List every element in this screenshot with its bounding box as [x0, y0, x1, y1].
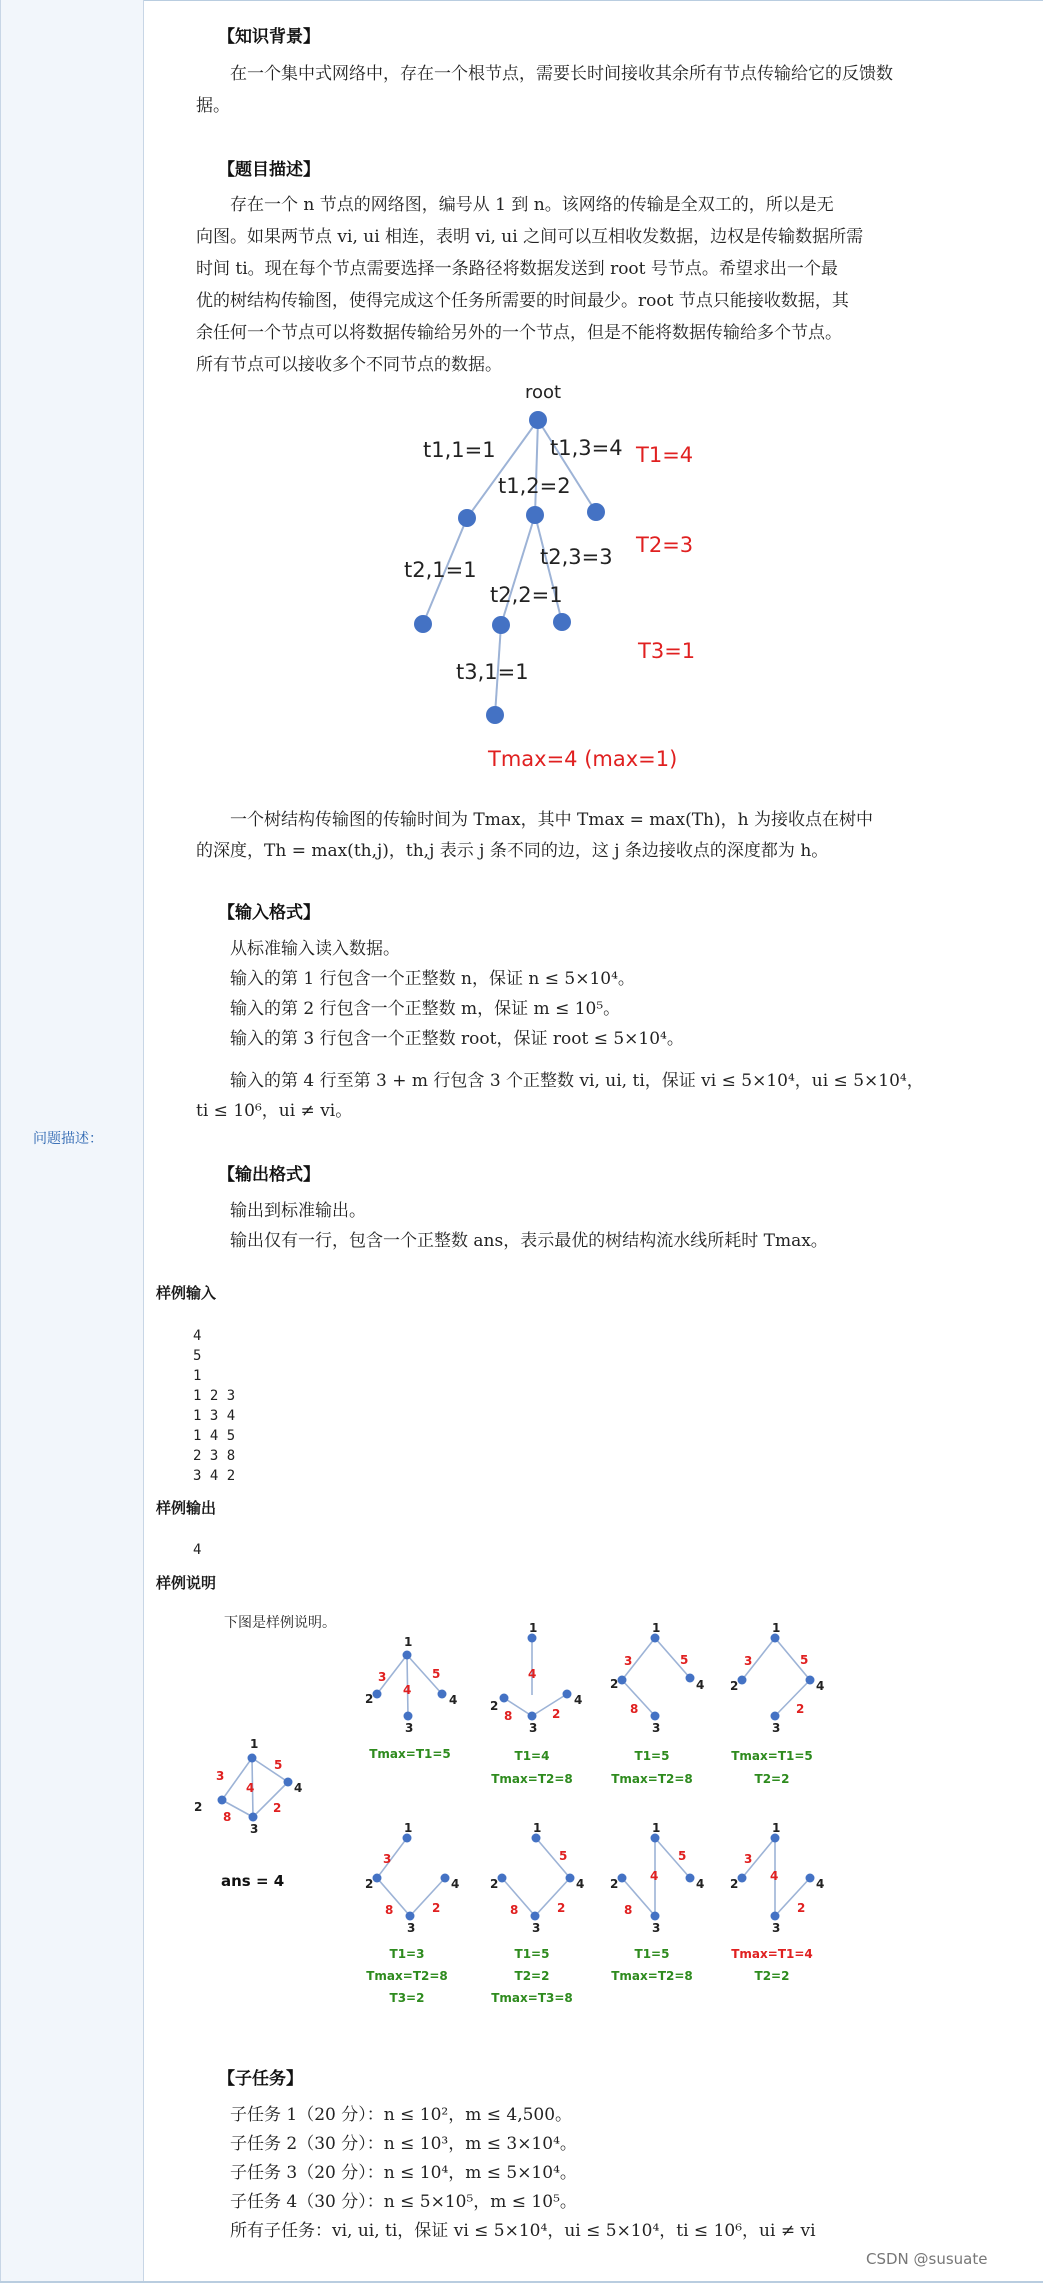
tree-caption: T3=2 — [389, 1991, 425, 2005]
svg-text:3: 3 — [652, 1721, 661, 1735]
sample-input-line: 2 3 8 — [193, 1448, 236, 1464]
node-label: 2 — [194, 1800, 203, 1814]
svg-text:3: 3 — [744, 1852, 753, 1866]
frame-bottom-border — [0, 2281, 1043, 2283]
edge-label: t2,2=1 — [490, 583, 563, 607]
tree-node — [553, 613, 571, 631]
svg-text:5: 5 — [432, 1667, 441, 1681]
svg-text:2: 2 — [557, 1901, 566, 1915]
sample-input-line: 1 4 5 — [193, 1428, 236, 1444]
svg-text:2: 2 — [552, 1707, 561, 1721]
tree-caption: T2=2 — [754, 1772, 790, 1786]
tree-node — [526, 506, 544, 524]
svg-text:3: 3 — [532, 1921, 541, 1935]
root-label: root — [525, 382, 562, 403]
svg-text:2: 2 — [365, 1877, 374, 1891]
svg-text:3: 3 — [744, 1654, 753, 1668]
subtask-line: 子任务 3（20 分）：n ≤ 10⁴，m ≤ 5×10⁴。 — [230, 2163, 577, 2183]
svg-text:3: 3 — [652, 1921, 661, 1935]
problem-line: 向图。如果两节点 vi, ui 相连，表明 vi, ui 之间可以互相收发数据，边权是传输数据所需 — [196, 227, 864, 247]
candidate-tree — [730, 1621, 824, 1786]
svg-text:4: 4 — [650, 1869, 659, 1883]
tree-caption: Tmax=T1=4 — [731, 1947, 813, 1961]
svg-text:1: 1 — [652, 1821, 661, 1835]
tree-caption: Tmax=T2=8 — [611, 1772, 693, 1786]
input-line: 输入的第 4 行至第 3 + m 行包含 3 个正整数 vi, ui, ti，保证 vi ≤ 5×10⁴，ui ≤ 5×10⁴， — [230, 1071, 924, 1091]
svg-text:8: 8 — [504, 1709, 513, 1723]
svg-text:4: 4 — [816, 1679, 825, 1693]
tree-node — [486, 706, 504, 724]
full-sample-graph — [194, 1737, 302, 1890]
tree-transmission-diagram — [390, 380, 720, 780]
svg-text:1: 1 — [404, 1635, 413, 1649]
tree-caption: Tmax=T2=8 — [491, 1772, 573, 1786]
svg-text:4: 4 — [696, 1678, 705, 1692]
candidate-tree — [490, 1621, 582, 1786]
svg-text:2: 2 — [610, 1677, 619, 1691]
sample-explain-title: 样例说明 — [156, 1574, 217, 1592]
sample-output-line: 4 — [193, 1542, 202, 1558]
tree-node — [414, 615, 432, 633]
node-label: 1 — [250, 1737, 259, 1751]
svg-text:3: 3 — [772, 1921, 781, 1935]
level-label: T3=1 — [638, 639, 696, 663]
subtask-line: 所有子任务：vi, ui, ti，保证 vi ≤ 5×10⁴，ui ≤ 5×10⁴，ti ≤ 10⁶，ui ≠ vi — [230, 2221, 816, 2241]
svg-text:3: 3 — [383, 1852, 392, 1866]
svg-text:5: 5 — [559, 1849, 568, 1863]
svg-text:4: 4 — [451, 1877, 460, 1891]
svg-text:8: 8 — [624, 1903, 633, 1917]
tree-node — [458, 509, 476, 527]
tree-caption: T1=4 — [514, 1749, 550, 1763]
problem-line: 余任何一个节点可以将数据传输给另外的一个节点，但是不能将数据传输给多个节点。 — [196, 323, 842, 343]
background-title: 【知识背景】 — [218, 27, 320, 47]
svg-text:1: 1 — [404, 1821, 413, 1835]
definition-line: 一个树结构传输图的传输时间为 Tmax，其中 Tmax = max(Th)，h 为接收点在树中 — [230, 810, 873, 830]
svg-text:2: 2 — [610, 1877, 619, 1891]
svg-text:3: 3 — [407, 1921, 416, 1935]
svg-text:1: 1 — [772, 1821, 781, 1835]
definition-line: 的深度，Th = max(th,j)，th,j 表示 j 条不同的边，这 j 条边接收点的深度都为 h。 — [196, 841, 829, 861]
tree-caption: T1=5 — [514, 1947, 550, 1961]
tree-caption: T1=3 — [389, 1947, 425, 1961]
output-line: 输出到标准输出。 — [230, 1201, 366, 1221]
csdn-watermark: CSDN @susuate — [866, 2250, 988, 2268]
ans-label: ans = 4 — [221, 1872, 285, 1890]
level-label: T1=4 — [636, 443, 694, 467]
edge-label: t2,1=1 — [404, 558, 477, 582]
subtask-line: 子任务 4（30 分）：n ≤ 5×10⁵，m ≤ 10⁵。 — [230, 2192, 577, 2212]
svg-text:2: 2 — [490, 1699, 499, 1713]
left-label-column — [0, 0, 144, 2283]
edge-label: t1,2=2 — [498, 474, 571, 498]
problem-line: 所有节点可以接收多个不同节点的数据。 — [196, 355, 502, 375]
sample-input-line: 4 — [193, 1328, 202, 1344]
sample-input-line: 1 3 4 — [193, 1408, 236, 1424]
svg-text:2: 2 — [730, 1679, 739, 1693]
svg-text:8: 8 — [385, 1903, 394, 1917]
svg-text:3: 3 — [772, 1721, 781, 1735]
tree-edge — [467, 420, 538, 518]
svg-text:2: 2 — [797, 1901, 806, 1915]
input-title: 【输入格式】 — [218, 903, 320, 923]
svg-text:4: 4 — [574, 1693, 583, 1707]
sample-output-title: 样例输出 — [156, 1499, 217, 1517]
sample-input-line: 5 — [193, 1348, 202, 1364]
svg-text:4: 4 — [576, 1877, 585, 1891]
subtask-title: 【子任务】 — [218, 2069, 303, 2089]
sample-input-line: 3 4 2 — [193, 1468, 236, 1484]
frame-top-border — [0, 0, 1043, 1]
input-line: 输入的第 2 行包含一个正整数 m，保证 m ≤ 10⁵。 — [230, 999, 621, 1019]
background-text: 在一个集中式网络中，存在一个根节点，需要长时间接收其余所有节点传输给它的反馈数据。 — [196, 64, 893, 116]
sample-input-title: 样例输入 — [156, 1284, 217, 1302]
sample-explain-text: 下图是样例说明。 — [224, 1615, 336, 1631]
input-line: 输入的第 1 行包含一个正整数 n，保证 n ≤ 5×10⁴。 — [230, 969, 635, 989]
tree-node-root — [529, 411, 547, 429]
problem-line: 存在一个 n 节点的网络图，编号从 1 到 n。该网络的传输是全双工的，所以是无 — [230, 195, 834, 215]
output-line: 输出仅有一行，包含一个正整数 ans，表示最优的树结构流水线所耗时 Tmax。 — [230, 1231, 828, 1251]
edge-label: t1,3=4 — [550, 436, 623, 460]
svg-text:2: 2 — [490, 1877, 499, 1891]
weight-label: 2 — [273, 1801, 282, 1815]
weight-label: 5 — [274, 1758, 283, 1772]
tree-caption: T1=5 — [634, 1749, 670, 1763]
sample-input-line: 1 2 3 — [193, 1388, 236, 1404]
tree-caption: Tmax=T1=5 — [731, 1749, 813, 1763]
tree-caption: T1=5 — [634, 1947, 670, 1961]
svg-text:4: 4 — [449, 1693, 458, 1707]
svg-text:4: 4 — [816, 1877, 825, 1891]
sample-explanation-figure — [180, 1620, 860, 2040]
tmax-label: Tmax=4 (max=1) — [488, 747, 678, 771]
svg-text:3: 3 — [378, 1670, 387, 1684]
tree-caption: T2=2 — [514, 1969, 550, 1983]
svg-text:5: 5 — [678, 1849, 687, 1863]
node-label: 3 — [250, 1822, 259, 1836]
svg-text:2: 2 — [796, 1702, 805, 1716]
edge-label: t1,1=1 — [423, 438, 496, 462]
svg-text:4: 4 — [403, 1683, 412, 1697]
svg-text:4: 4 — [696, 1877, 705, 1891]
edge-label: t3,1=1 — [456, 660, 529, 684]
candidate-tree — [365, 1821, 459, 2005]
svg-text:1: 1 — [652, 1621, 661, 1635]
svg-text:5: 5 — [800, 1653, 809, 1667]
candidate-tree — [610, 1821, 704, 1983]
svg-text:2: 2 — [730, 1877, 739, 1891]
sample-input-line: 1 — [193, 1368, 202, 1384]
svg-text:1: 1 — [529, 1621, 538, 1635]
tree-node — [587, 503, 605, 521]
svg-text:3: 3 — [405, 1721, 414, 1735]
tree-edge — [535, 420, 538, 515]
svg-text:5: 5 — [680, 1653, 689, 1667]
svg-text:3: 3 — [624, 1654, 633, 1668]
tree-caption: Tmax=T2=8 — [366, 1969, 448, 1983]
level-label: T2=3 — [636, 533, 694, 557]
weight-label: 4 — [246, 1781, 255, 1795]
subtask-line: 子任务 2（30 分）：n ≤ 10³，m ≤ 3×10⁴。 — [230, 2134, 577, 2154]
svg-text:8: 8 — [630, 1702, 639, 1716]
tree-caption: Tmax=T1=5 — [369, 1747, 451, 1761]
svg-text:1: 1 — [533, 1821, 542, 1835]
svg-text:4: 4 — [528, 1667, 537, 1681]
output-title: 【输出格式】 — [218, 1165, 320, 1185]
input-line: 从标准输入读入数据。 — [230, 939, 400, 959]
tree-caption: T2=2 — [754, 1969, 790, 1983]
problem-line: 优的树结构传输图，使得完成这个任务所需要的时间最少。root 节点只能接收数据，其 — [196, 291, 849, 311]
svg-text:4: 4 — [770, 1869, 779, 1883]
problem-description-label: 问题描述： — [33, 1131, 103, 1147]
problem-title: 【题目描述】 — [218, 160, 320, 180]
problem-line: 时间 ti。现在每个节点需要选择一条路径将数据发送到 root 号节点。希望求出一个最 — [196, 259, 838, 279]
svg-text:1: 1 — [772, 1621, 781, 1635]
tree-caption: Tmax=T2=8 — [611, 1969, 693, 1983]
candidate-tree — [490, 1821, 584, 2005]
tree-edge — [538, 420, 596, 512]
input-line: ti ≤ 10⁶，ui ≠ vi。 — [196, 1101, 353, 1121]
tree-node — [492, 616, 510, 634]
svg-text:8: 8 — [510, 1903, 519, 1917]
svg-text:2: 2 — [432, 1901, 441, 1915]
weight-label: 3 — [216, 1769, 225, 1783]
candidate-tree — [365, 1635, 457, 1761]
tree-edge — [501, 515, 535, 625]
weight-label: 8 — [223, 1810, 232, 1824]
candidate-tree — [730, 1821, 824, 1983]
input-line: 输入的第 3 行包含一个正整数 root，保证 root ≤ 5×10⁴。 — [230, 1029, 684, 1049]
node-label: 4 — [294, 1781, 303, 1795]
svg-text:2: 2 — [365, 1692, 374, 1706]
candidate-tree — [610, 1621, 704, 1786]
tree-caption: Tmax=T3=8 — [491, 1991, 573, 2005]
subtask-line: 子任务 1（20 分）：n ≤ 10²，m ≤ 4,500。 — [230, 2105, 573, 2125]
svg-text:3: 3 — [529, 1721, 538, 1735]
edge-label: t2,3=3 — [540, 545, 613, 569]
